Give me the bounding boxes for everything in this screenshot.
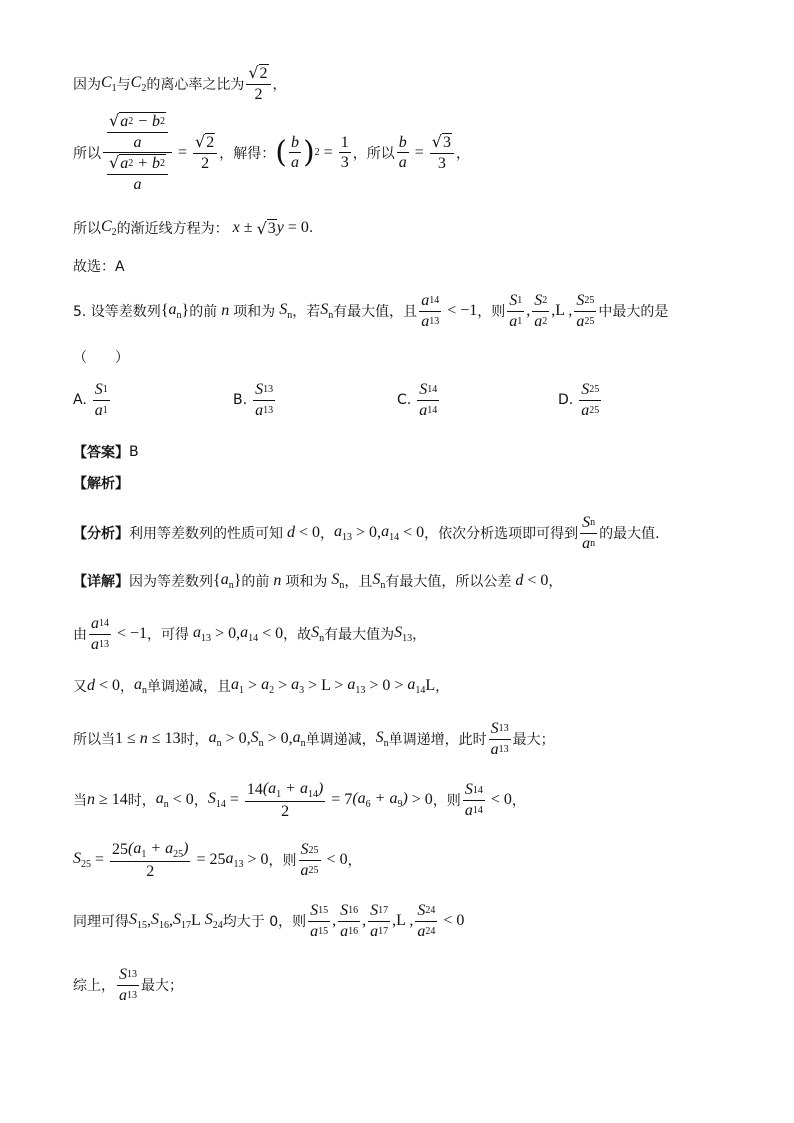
- text: 均大于 0，则: [222, 914, 307, 931]
- text: ，: [347, 853, 362, 870]
- line-asymptote: 所以 $C_2$ 的渐近线方程为： x ± √ 3 y = 0 .: [73, 218, 314, 238]
- text: 单调递增，此时: [388, 732, 487, 749]
- line-solve-b-over-a: 所以 √ a 2 − b 2 a √ a 2 + b 2 a = √ 2 2 ，解得： ( $\frac{b}{a}$ ) 2 = $\frac{1}{3}$ ，所以 $\frac{b}{a}$ = √ 3 3 ，: [73, 111, 470, 193]
- option-d: D. S 25 a 25: [558, 381, 600, 419]
- xiangjie-label: 【详解】: [73, 574, 129, 590]
- line-suoyi: 所以当 1 ≤ n ≤ 13 时， $a_n$ > 0, $S_n$ > 0, $a_n$ 单调递减， $S_n$ 单调递增，此时 S 13 a 13 最大；: [73, 720, 555, 758]
- text: 因为等差数列: [129, 574, 213, 590]
- text: ，则: [268, 853, 297, 870]
- answer-line: [73, 442, 139, 462]
- option-b: B. S 13 a 13: [233, 381, 274, 419]
- line-answer-select: [73, 256, 125, 276]
- text: 时，: [180, 732, 209, 749]
- text: ，: [412, 627, 427, 644]
- text: 项和为: [233, 304, 276, 321]
- line-youd: 又 d < 0 ， $a_n$ 单调递减，且 $a_1$ > $a_2$ > $a_3$ > L > $a_{13}$ > 0 > $a_{14}$ L ，: [73, 676, 450, 696]
- line-dang: 当 n ≥ 14 时， $a_n$ < 0 ， $S_{14}$ = 14 $(a_1 + a_{14})$ 2 = 7 $(a_6 + a_9)$ > 0 ，则 S 14 a 14 < 0 ，: [73, 780, 526, 820]
- compound-fraction: √ a 2 − b 2 a √ a 2 + b 2 a: [103, 112, 172, 193]
- text: 利用等差数列的性质可知: [129, 526, 283, 543]
- option-label: D.: [558, 392, 574, 409]
- text: ，: [548, 574, 563, 590]
- math: $C_2$: [130, 73, 147, 94]
- text: ，可得: [147, 627, 190, 644]
- text: ，: [120, 679, 135, 695]
- text: 的前: [241, 574, 270, 590]
- text: ，: [272, 76, 287, 93]
- text: 同理可得: [73, 914, 129, 931]
- text: 当: [73, 793, 87, 810]
- line-eccentricity-ratio: [73, 64, 287, 103]
- option-label: A.: [73, 392, 87, 409]
- text: 有最大值，所以公差: [385, 574, 512, 590]
- text: 因为: [73, 76, 101, 93]
- math: $C_1$: [101, 73, 117, 94]
- answer-label: 【答案】: [73, 445, 129, 461]
- text: ，: [511, 793, 526, 810]
- text: 的渐近线方程为：: [116, 221, 229, 237]
- answer-value: B: [129, 444, 139, 460]
- text: 故选：A: [73, 259, 125, 275]
- fenxi-label: 【分析】: [73, 526, 129, 543]
- analysis-label: 【解析】: [73, 476, 129, 492]
- text: ，: [193, 793, 208, 810]
- text: 与: [116, 76, 131, 93]
- text: ，解得：: [219, 145, 276, 162]
- analysis-heading: [73, 473, 129, 493]
- text: ，且: [344, 574, 373, 590]
- text: （ ）: [73, 350, 129, 366]
- text: 5. 设等差数列: [73, 304, 161, 321]
- text: ，依次分析选项即可得到: [424, 526, 579, 543]
- text: 单调递减，: [305, 732, 376, 749]
- text: 的最大值.: [599, 526, 660, 543]
- text: 由: [73, 627, 87, 644]
- question-5: 5. 设等差数列 { $a_n$ } 的前 n 项和为 $S_n$ ，若 $S_n$ 有最大值，且 a 14 a 13 < −1 ，则 S 1 a 1 , S 2 a 2 ,L , S 25 a 25 中最大的是: [73, 292, 669, 330]
- text: 最大；: [141, 978, 183, 995]
- text: 项和为: [285, 574, 328, 590]
- xiangjie-line: 【详解】 因为等差数列 { $a_n$ } 的前 n 项和为 $S_n$ ，且 $S_n$ 有最大值，所以公差 d < 0 ，: [73, 571, 563, 591]
- line-tongli: 同理可得 $S_{15}$ , $S_{16}$ , $S_{17}$ L $S_{24}$ 均大于 0，则 S 15 a 15 , S 16 a 16 , S 17 a 17 ,L , S 24 a 24 < 0: [73, 902, 465, 940]
- fenxi-line: 【分析】 利用等差数列的性质可知 d < 0 ， $a_{13}$ > 0, $a_{14}$ < 0 ，依次分析选项即可得到 S n a n 的最大值.: [73, 514, 660, 552]
- text: 所以: [73, 221, 101, 237]
- text: 所以: [73, 145, 101, 162]
- question-5-paren: [73, 347, 129, 367]
- fraction: √ 2 2: [193, 133, 217, 172]
- line-zongshang: 综上， S 13 a 13 最大；: [73, 966, 183, 1004]
- text: ，则: [477, 304, 506, 321]
- text: 所以当: [73, 732, 115, 749]
- text: ，: [435, 679, 450, 695]
- option-label: C.: [397, 392, 412, 409]
- text: ，则: [432, 793, 461, 810]
- text: ，所以: [352, 145, 395, 162]
- text: ，故: [283, 627, 312, 644]
- option-c: C. S 14 a 14: [397, 381, 438, 419]
- line-you: 由 a 14 a 13 < −1 ，可得 $a_{13}$ > 0, $a_{14}$ < 0 ，故 $S_n$ 有最大值为 $S_{13}$ ，: [73, 615, 427, 653]
- text: 有最大值，且: [333, 304, 418, 321]
- text: ，: [455, 145, 470, 162]
- text: 综上，: [73, 978, 115, 995]
- line-s25: $S_{25}$ = 25 $(a_1 + a_{25})$ 2 = 25 $a_{13}$ > 0 ，则 S 25 a 25 < 0 ，: [73, 840, 362, 880]
- text: 又: [73, 679, 87, 695]
- text: 最大；: [512, 732, 555, 749]
- text: ，: [320, 526, 335, 543]
- option-label: B.: [233, 392, 248, 409]
- text: ，若: [292, 304, 321, 321]
- text: 中最大的是: [598, 304, 669, 321]
- option-a: A. S 1 a 1: [73, 381, 108, 419]
- text: 的前: [189, 304, 218, 321]
- fraction: √ 2 2: [246, 64, 270, 103]
- text: 时，: [127, 793, 156, 810]
- text: 的离心率之比为: [146, 76, 245, 93]
- text: .: [308, 220, 314, 236]
- text: 有最大值为: [324, 627, 395, 644]
- text: 单调递减，且: [147, 679, 232, 695]
